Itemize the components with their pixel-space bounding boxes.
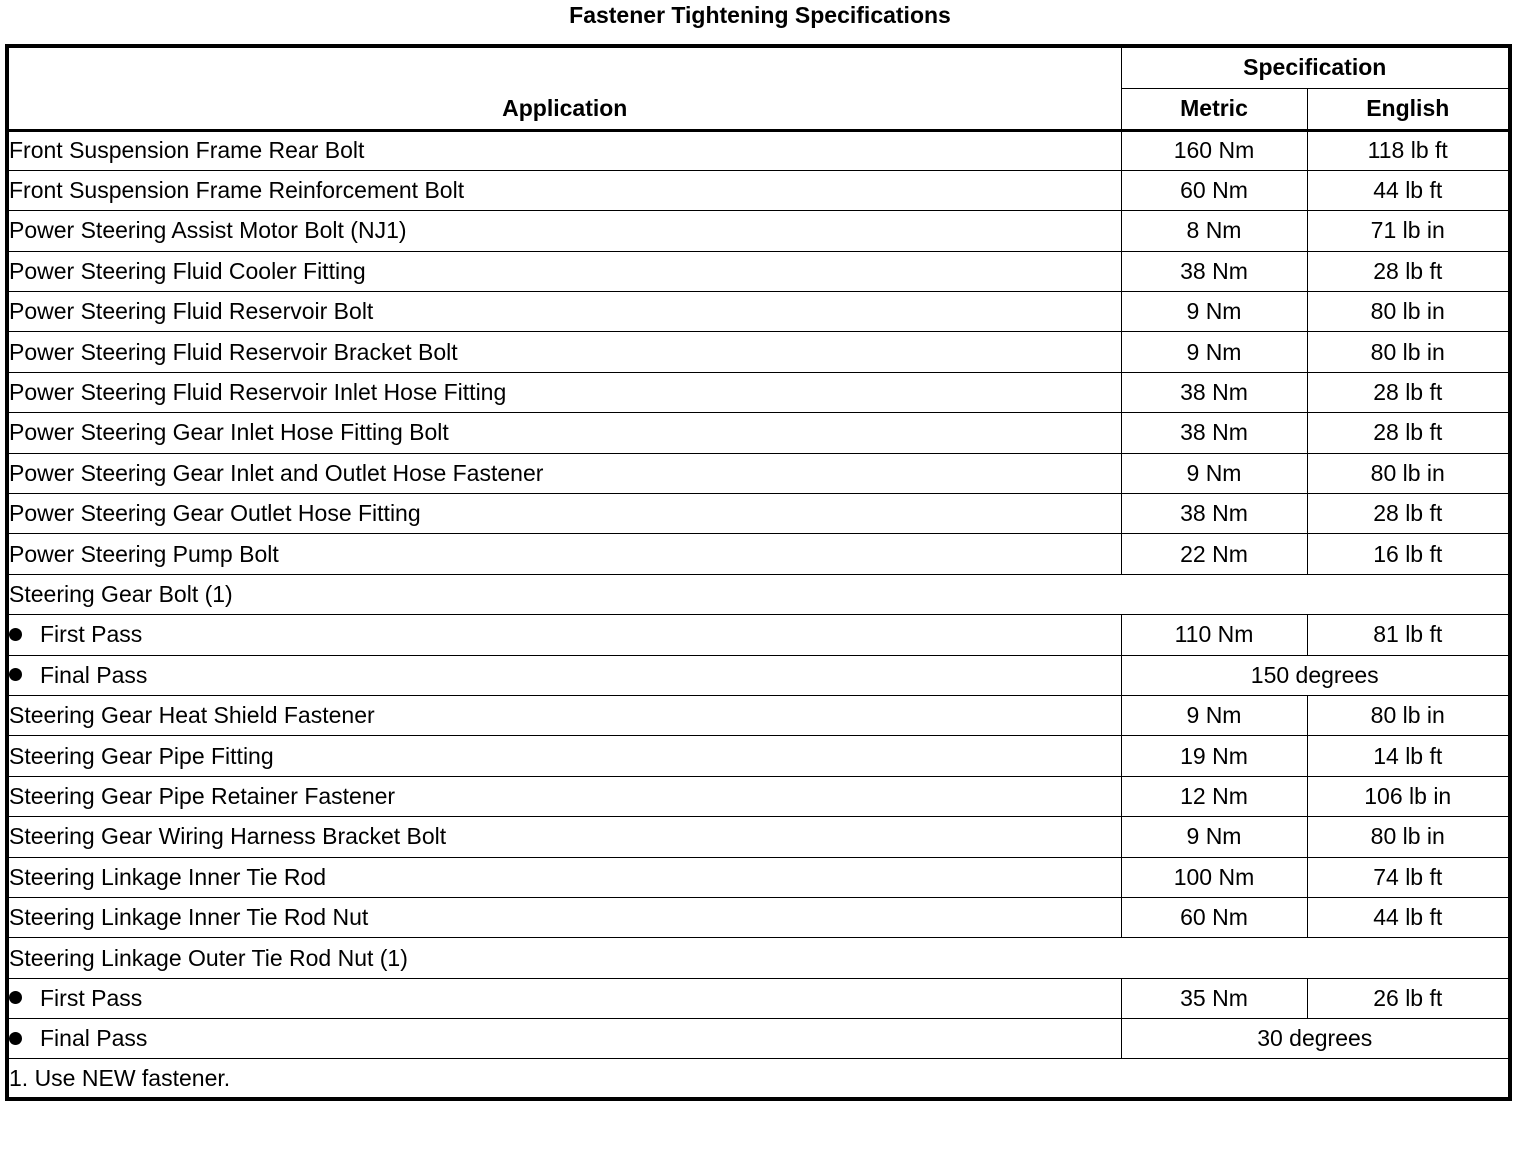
english-cell: 81 lb ft [1307,615,1510,655]
group-label-cell: Steering Linkage Outer Tie Rod Nut (1) [7,938,1510,978]
english-cell: 44 lb ft [1307,897,1510,937]
group-label-cell: Steering Gear Bolt (1) [7,574,1510,614]
application-cell: Steering Linkage Inner Tie Rod Nut [7,897,1121,937]
metric-cell: 110 Nm [1121,615,1307,655]
footnote-row [7,1059,1510,1099]
metric-header: Metric [1121,88,1307,130]
application-cell: Front Suspension Frame Reinforcement Bolt [7,170,1121,210]
metric-cell: 12 Nm [1121,776,1307,816]
sub-application-label: First Pass [40,984,143,1011]
application-cell: Steering Gear Pipe Retainer Fastener [7,776,1121,816]
english-header: English [1307,88,1510,130]
english-cell: 28 lb ft [1307,413,1510,453]
group-header-row [7,574,1510,614]
metric-cell: 22 Nm [1121,534,1307,574]
specification-header: Specification [1121,46,1510,88]
table-row [7,776,1510,816]
sub-application-label: First Pass [40,621,143,648]
english-cell: 14 lb ft [1307,736,1510,776]
application-cell: Power Steering Fluid Reservoir Bracket Bolt [7,332,1121,372]
english-cell: 71 lb in [1307,211,1510,251]
application-cell: Steering Linkage Inner Tie Rod [7,857,1121,897]
metric-cell: 19 Nm [1121,736,1307,776]
metric-cell: 160 Nm [1121,130,1307,170]
combined-spec-cell: 30 degrees [1121,1019,1510,1059]
english-cell: 80 lb in [1307,453,1510,493]
page-title: Fastener Tightening Specifications [569,2,951,28]
metric-cell: 8 Nm [1121,211,1307,251]
table-row [7,615,1510,655]
metric-cell: 38 Nm [1121,413,1307,453]
application-cell: Power Steering Gear Outlet Hose Fitting [7,494,1121,534]
bullet-icon [9,991,22,1004]
table-row [7,1019,1510,1059]
group-header-row [7,938,1510,978]
english-cell: 106 lb in [1307,776,1510,816]
application-cell: Front Suspension Frame Rear Bolt [7,130,1121,170]
application-cell: Power Steering Fluid Reservoir Bolt [7,292,1121,332]
metric-cell: 9 Nm [1121,332,1307,372]
application-cell: Power Steering Gear Inlet and Outlet Hose Fastener [7,453,1121,493]
table-row [7,695,1510,735]
english-cell: 28 lb ft [1307,372,1510,412]
table-row [7,453,1510,493]
sub-application-cell [7,1019,1121,1059]
metric-cell: 60 Nm [1121,170,1307,210]
application-cell: Steering Gear Heat Shield Fastener [7,695,1121,735]
application-cell: Power Steering Gear Inlet Hose Fitting Bolt [7,413,1121,453]
english-cell: 80 lb in [1307,332,1510,372]
table-row [7,736,1510,776]
english-cell: 80 lb in [1307,695,1510,735]
footnote: 1. Use NEW fastener. [7,1059,1510,1099]
english-cell: 16 lb ft [1307,534,1510,574]
bullet-icon [9,668,22,681]
table-row [7,494,1510,534]
table-row [7,978,1510,1018]
bullet-icon [9,1032,22,1045]
english-cell: 74 lb ft [1307,857,1510,897]
sub-application-label: Final Pass [40,661,148,688]
table-row [7,857,1510,897]
metric-cell: 9 Nm [1121,453,1307,493]
metric-cell: 38 Nm [1121,494,1307,534]
metric-cell: 100 Nm [1121,857,1307,897]
application-cell: Steering Gear Wiring Harness Bracket Bolt [7,817,1121,857]
application-cell: Power Steering Pump Bolt [7,534,1121,574]
metric-cell: 60 Nm [1121,897,1307,937]
table-row [7,251,1510,291]
table-row [7,170,1510,210]
sub-application-label: Final Pass [40,1025,148,1052]
sub-application-cell [7,655,1121,695]
metric-cell: 9 Nm [1121,695,1307,735]
application-cell: Steering Gear Pipe Fitting [7,736,1121,776]
table-row [7,211,1510,251]
table-row [7,817,1510,857]
metric-cell: 38 Nm [1121,372,1307,412]
english-cell: 28 lb ft [1307,494,1510,534]
english-cell: 28 lb ft [1307,251,1510,291]
table-row [7,413,1510,453]
combined-spec-cell: 150 degrees [1121,655,1510,695]
bullet-icon [9,628,22,641]
table-row [7,655,1510,695]
application-cell: Power Steering Fluid Cooler Fitting [7,251,1121,291]
table-row [7,534,1510,574]
fastener-spec-table [5,44,1512,1101]
english-cell: 118 lb ft [1307,130,1510,170]
application-cell: Power Steering Assist Motor Bolt (NJ1) [7,211,1121,251]
table-row [7,897,1510,937]
metric-cell: 9 Nm [1121,817,1307,857]
english-cell: 26 lb ft [1307,978,1510,1018]
table-row [7,332,1510,372]
application-cell: Power Steering Fluid Reservoir Inlet Hose Fitting [7,372,1121,412]
table-row [7,292,1510,332]
english-cell: 80 lb in [1307,292,1510,332]
metric-cell: 35 Nm [1121,978,1307,1018]
sub-application-cell [7,615,1121,655]
table-row [7,130,1510,170]
english-cell: 44 lb ft [1307,170,1510,210]
application-header: Application [7,46,1121,130]
sub-application-cell [7,978,1121,1018]
metric-cell: 9 Nm [1121,292,1307,332]
metric-cell: 38 Nm [1121,251,1307,291]
table-row [7,372,1510,412]
english-cell: 80 lb in [1307,817,1510,857]
